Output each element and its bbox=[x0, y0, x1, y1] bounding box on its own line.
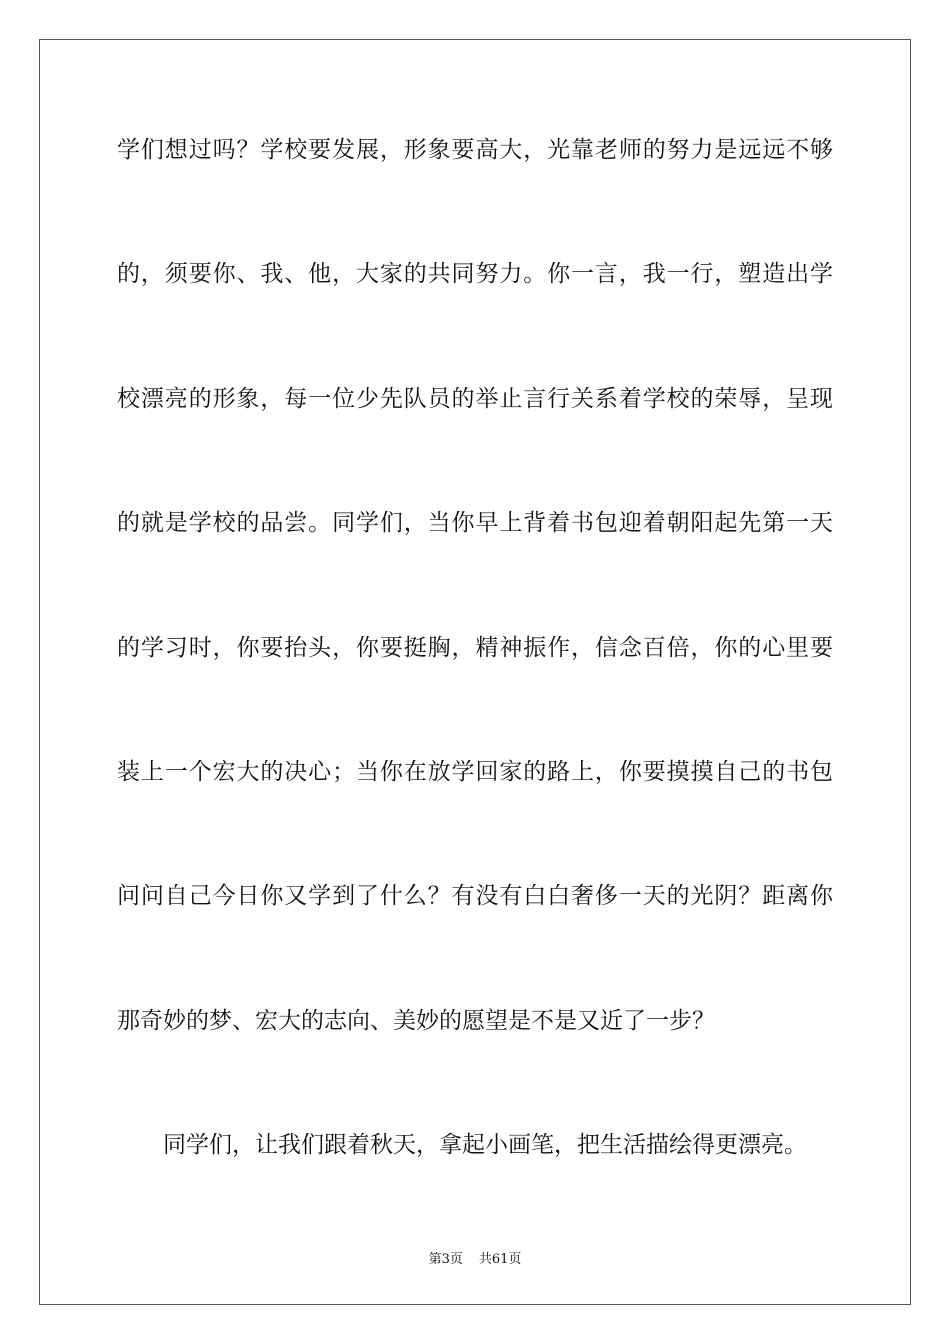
text-line-5: 的学习时，你要抬头，你要挺胸，精神振作，信念百倍，你的心里要 bbox=[117, 635, 833, 661]
text-line-8: 那奇妙的梦、宏大的志向、美妙的愿望是不是又近了一步？ bbox=[117, 1008, 715, 1034]
page-number: 第3页 bbox=[428, 1252, 463, 1267]
page-border bbox=[39, 39, 911, 1305]
page-footer bbox=[0, 1248, 950, 1267]
text-line-4: 的就是学校的品尝。同学们，当你早上背着书包迎着朝阳起先第一天 bbox=[117, 510, 833, 536]
text-line-7: 问问自己今日你又学到了什么？有没有白白奢侈一天的光阴？距离你 bbox=[117, 883, 833, 909]
text-line-3: 校漂亮的形象，每一位少先队员的举止言行关系着学校的荣辱，呈现 bbox=[117, 386, 833, 412]
page-total: 共61页 bbox=[478, 1252, 522, 1267]
text-line-2: 的，须要你、我、他，大家的共同努力。你一言，我一行，塑造出学 bbox=[117, 261, 833, 287]
text-line-1: 学们想过吗？学校要发展，形象要高大，光靠老师的努力是远远不够 bbox=[117, 137, 833, 163]
text-line-6: 装上一个宏大的决心；当你在放学回家的路上，你要摸摸自己的书包 bbox=[117, 759, 833, 785]
closing-paragraph: 同学们，让我们跟着秋天，拿起小画笔，把生活描绘得更漂亮。 bbox=[163, 1132, 807, 1158]
